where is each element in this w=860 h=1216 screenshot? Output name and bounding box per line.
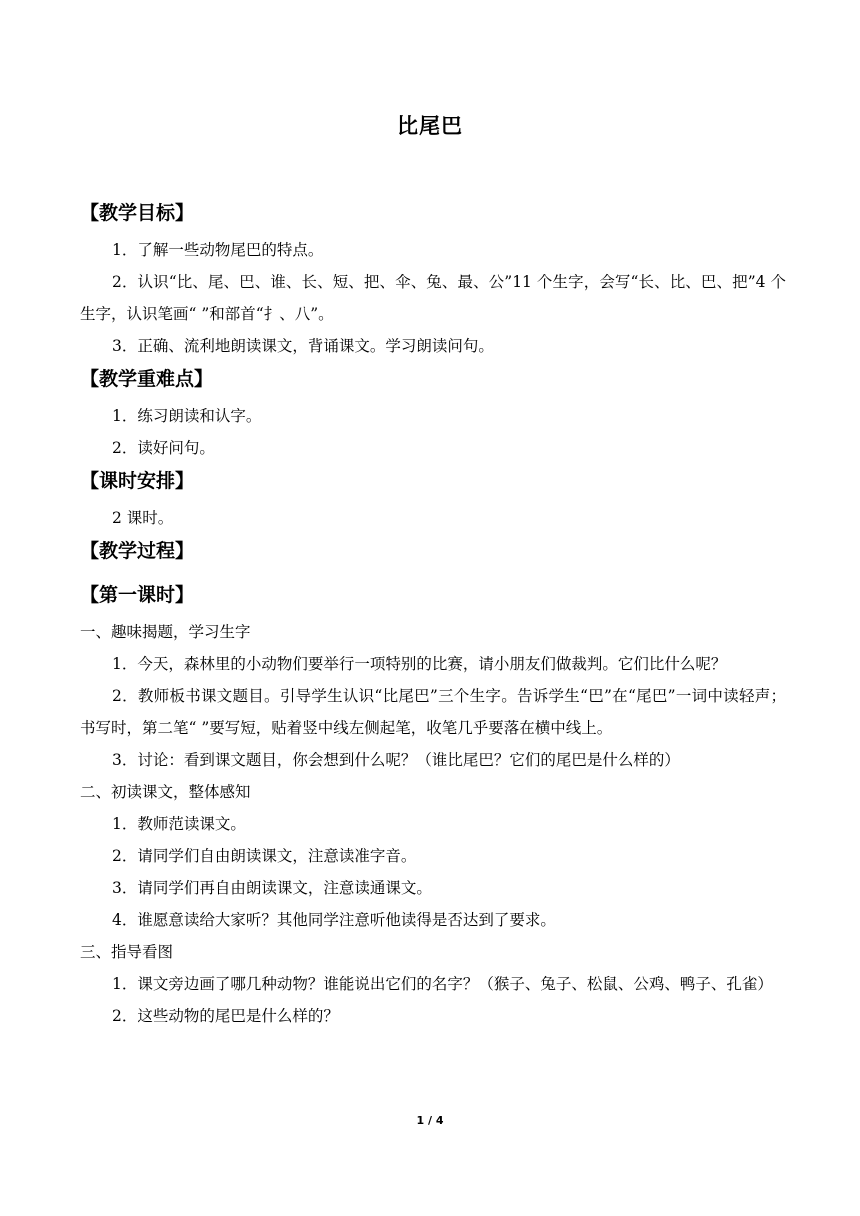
schedule-item: 2 课时。: [112, 509, 174, 527]
list-item: 1．课文旁边画了哪几种动物？谁能说出它们的名字？（猴子、兔子、松鼠、公鸡、鸭子、孔雀）: [112, 975, 773, 993]
document-body: [80, 200, 786, 1032]
list-item: 3．讨论：看到课文题目，你会想到什么呢？（谁比尾巴？它们的尾巴是什么样的）: [112, 751, 680, 769]
document-title: 比尾巴: [397, 114, 463, 138]
heading-process: 【教学过程】: [80, 540, 195, 562]
list-item: 3．请同学们再自由朗读课文，注意读通课文。: [112, 879, 432, 897]
section-title: 一、趣味揭题，学习生字: [80, 623, 251, 641]
section-title: 三、指导看图: [80, 943, 174, 961]
key-point-item: 1．练习朗读和认字。: [112, 407, 262, 425]
objective-item: 2．认识“比、尾、巴、谁、长、短、把、伞、兔、最、公”11 个生字，会写“长、比、巴、把”4 个生字，认识笔画“ ”和部首“扌、八”。: [80, 273, 786, 323]
key-point-item: 2．读好问句。: [112, 439, 215, 457]
list-item: 1．今天，森林里的小动物们要举行一项特别的比赛，请小朋友们做裁判。它们比什么呢？: [112, 655, 727, 673]
objective-item: 3．正确、流利地朗读课文，背诵课文。学习朗读问句。: [112, 337, 494, 355]
heading-first-lesson: 【第一课时】: [80, 584, 195, 606]
heading-key-points: 【教学重难点】: [80, 368, 214, 390]
list-item: 2．这些动物的尾巴是什么样的？: [112, 1007, 339, 1025]
heading-schedule: 【课时安排】: [80, 470, 195, 492]
list-item: 2．请同学们自由朗读课文，注意读准字音。: [112, 847, 417, 865]
section-title: 二、初读课文，整体感知: [80, 783, 251, 801]
objective-item: 1．了解一些动物尾巴的特点。: [112, 241, 324, 259]
list-item: 2．教师板书课文题目。引导学生认识“比尾巴”三个生字。告诉学生“巴”在“尾巴”一词中读轻声；书写时，第二笔“ ”要写短，贴着竖中线左侧起笔，收笔几乎要落在横中线上。: [80, 687, 786, 737]
list-item: 1．教师范读课文。: [112, 815, 246, 833]
page-number: 1 / 4: [416, 1114, 444, 1127]
heading-objectives: 【教学目标】: [80, 202, 195, 224]
list-item: 4．谁愿意读给大家听？其他同学注意听他读得是否达到了要求。: [112, 911, 556, 929]
